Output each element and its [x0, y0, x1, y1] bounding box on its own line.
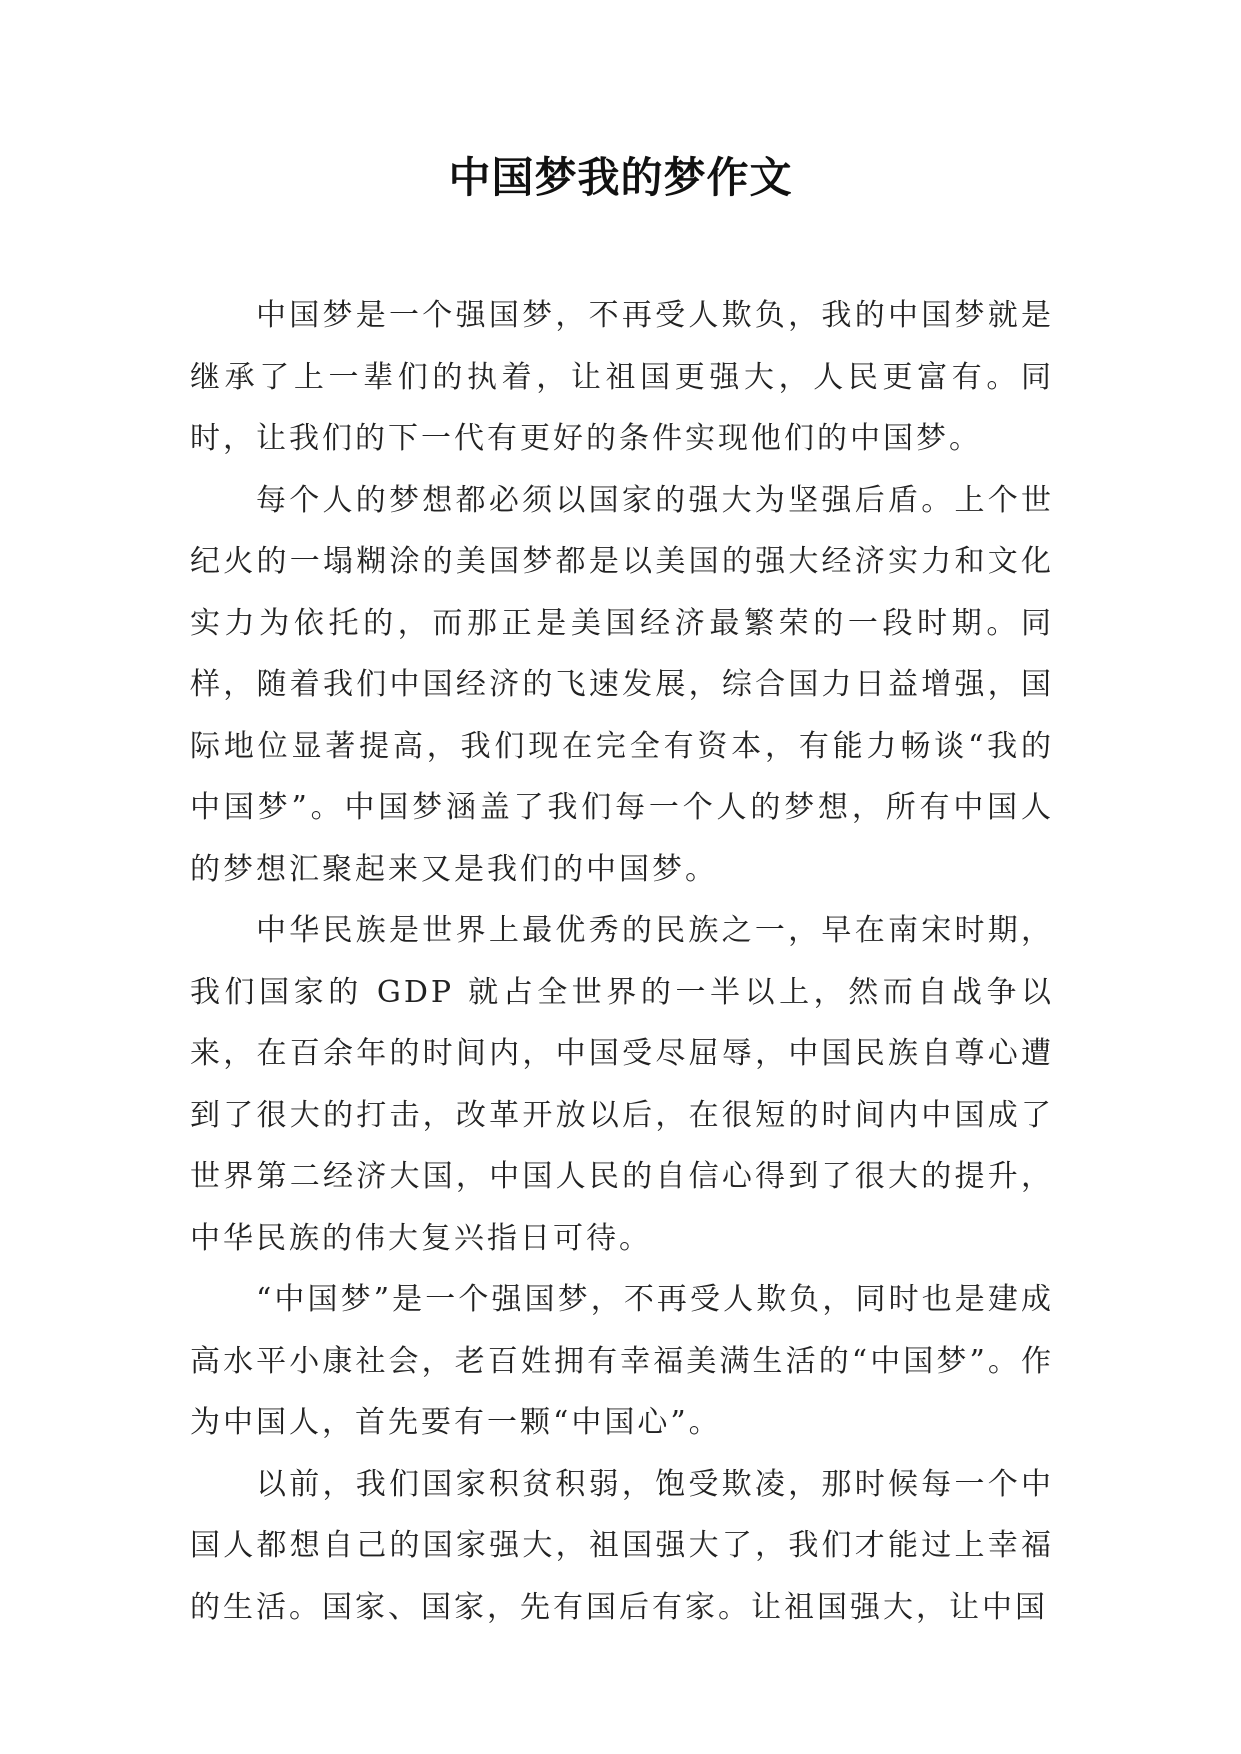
- paragraph-2: 每个人的梦想都必须以国家的强大为坚强后盾。上个世纪火的一塌糊涂的美国梦都是以美国的强大经济实力和文化实力为依托的，而那正是美国经济最繁荣的一段时期。同样，随着我们中国经济的飞速发展，综合国力日益增强，国际地位显著提高，我们现在完全有资本，有能力畅谈“我的中国梦”。中国梦涵盖了我们每一个人的梦想，所有中国人的梦想汇聚起来又是我们的中国梦。: [190, 482, 1054, 887]
- paragraph-1: 中国梦是一个强国梦，不再受人欺负，我的中国梦就是继承了上一辈们的执着，让祖国更强大，人民更富有。同时，让我们的下一代有更好的条件实现他们的中国梦。: [190, 298, 1054, 456]
- document-body: [190, 285, 1054, 1638]
- paragraph-4: “中国梦”是一个强国梦，不再受人欺负，同时也是建成高水平小康社会，老百姓拥有幸福美满生活的“中国梦”。作为中国人，首先要有一颗“中国心”。: [190, 1282, 1054, 1440]
- paragraph-3: 中华民族是世界上最优秀的民族之一，早在南宋时期，我们国家的 GDP 就占全世界的一半以上，然而自战争以来，在百余年的时间内，中国受尽屈辱，中国民族自尊心遭到了很大的打击，改革开放以后，在很短的时间内中国成了世界第二经济大国，中国人民的自信心得到了很大的提升，中华民族的伟大复兴指日可待。: [190, 913, 1054, 1256]
- paragraph-5: 以前，我们国家积贫积弱，饱受欺凌，那时候每一个中国人都想自己的国家强大，祖国强大了，我们才能过上幸福的生活。国家、国家，先有国后有家。让祖国强大，让中国: [190, 1466, 1054, 1625]
- document-title: 中国梦我的梦作文: [448, 153, 793, 202]
